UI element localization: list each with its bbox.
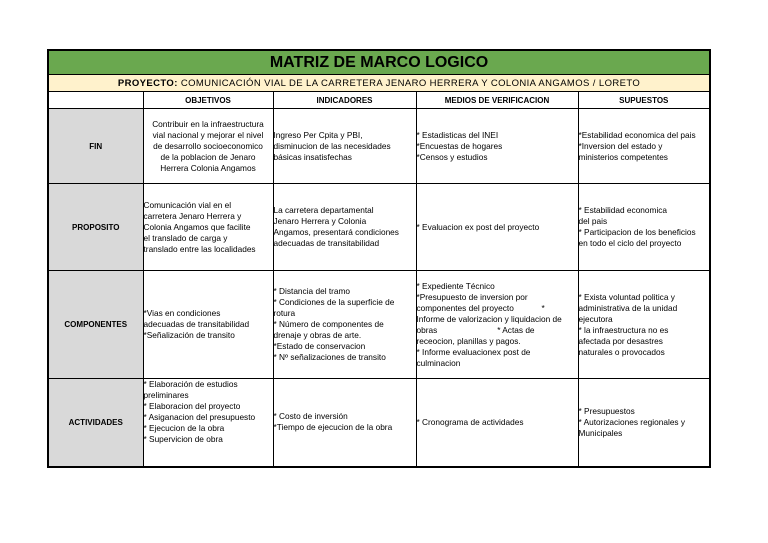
cell-actividades-medios: * Cronograma de actividades [416,379,578,467]
cell-actividades-objetivos: * Elaboración de estudios preliminares * Elaboracion del proyecto * Asiganacion del presupuesto * Ejecucion de la obra * Supervicion de obra [143,379,273,467]
cell-fin-supuestos: *Estabilidad economica del pais *Inversion del estado y ministerios competentes [578,109,710,184]
cell-proposito-objetivos: Comunicación vial en el carretera Jenaro Herrera y Colonia Angamos que facilite el translado de carga y translado entre las localidades [143,184,273,271]
matrix-title: MATRIZ DE MARCO LOGICO [48,50,710,75]
row-label-proposito: PROPOSITO [48,184,143,271]
header-indicadores: INDICADORES [273,92,416,109]
header-medios-verificacion: MEDIOS DE VERIFICACION [416,92,578,109]
cell-componentes-objetivos: *Vias en condiciones adecuadas de transitabilidad *Señalización de transito [143,271,273,379]
cell-actividades-supuestos: * Presupuestos * Autorizaciones regionales y Municipales [578,379,710,467]
cell-fin-indicadores: Ingreso Per Cpita y PBI, disminucion de las necesidades básicas insatisfechas [273,109,416,184]
cell-componentes-indicadores: * Distancia del tramo * Condiciones de la superficie de rotura * Número de componentes de drenaje y obras de arte. *Estado de conservacion * Nº señalizaciones de transito [273,271,416,379]
header-supuestos: SUPUESTOS [578,92,710,109]
table-row-fin [48,109,710,184]
row-label-actividades: ACTIVIDADES [48,379,143,467]
cell-componentes-medios: * Expediente Técnico *Presupuesto de inversion por componentes del proyecto * Informe de valorizacion y liquidacion de obras * Actas de receocion, planillas y pagos. * Informe evaluacionex post de culminacion [416,271,578,379]
table-row-proposito [48,184,710,271]
cell-proposito-medios: * Evaluacion ex post del proyecto [416,184,578,271]
header-objetivos: OBJETIVOS [143,92,273,109]
logical-framework-matrix [47,49,711,468]
cell-proposito-supuestos: * Estabilidad economica del pais * Participacion de los beneficios en todo el ciclo del proyecto [578,184,710,271]
cell-componentes-supuestos: * Exista voluntad politica y administrativa de la unidad ejecutora * la infraestructura no es afectada por desastres naturales o provocados [578,271,710,379]
row-label-fin: FIN [48,109,143,184]
row-label-componentes: COMPONENTES [48,271,143,379]
project-banner [48,75,710,92]
table-row-actividades [48,379,710,467]
cell-proposito-indicadores: La carretera departamental Jenaro Herrera y Colonia Angamos, presentará condiciones adecuadas de transitabilidad [273,184,416,271]
cell-fin-medios: * Estadisticas del INEI *Encuestas de hogares *Censos y estudios [416,109,578,184]
project-name: COMUNICACIÓN VIAL DE LA CARRETERA JENARO HERRERA Y COLONIA ANGAMOS / LORETO [180,77,641,89]
project-label: PROYECTO: [117,77,178,89]
header-corner [48,92,143,109]
table-row-componentes [48,271,710,379]
cell-fin-objetivos: Contribuir en la infraestructura vial nacional y mejorar el nivel de desarrollo socioeconomico de la poblacion de Jenaro Herrera Colonia Angamos [143,109,273,184]
cell-actividades-indicadores: * Costo de inversión *Tiempo de ejecucion de la obra [273,379,416,467]
